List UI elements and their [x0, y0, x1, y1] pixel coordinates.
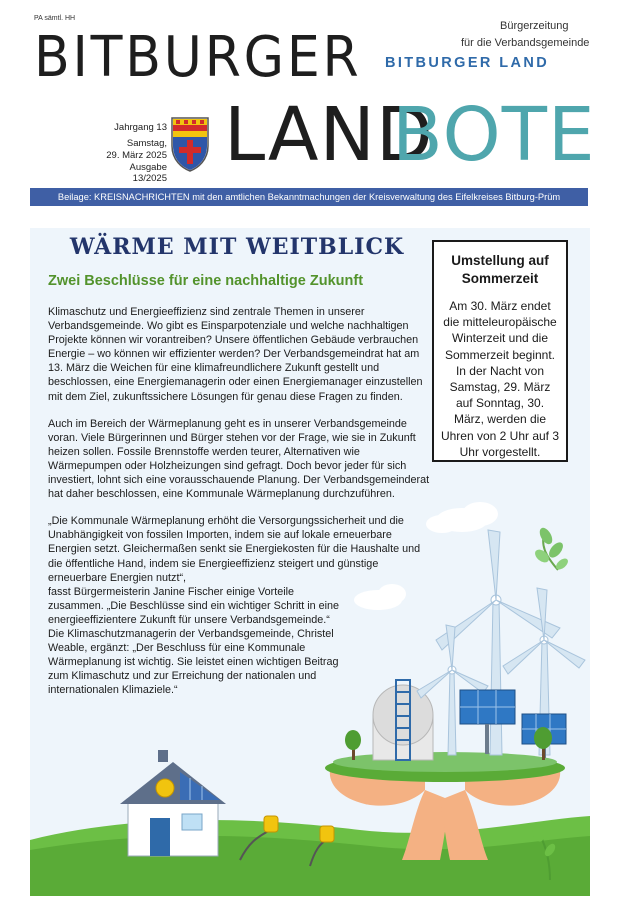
- article-headline: WÄRME MIT WEITBLICK: [69, 234, 405, 260]
- supplement-bar: Beilage: KREISNACHRICHTEN mit den amtlichen Bekanntmachungen der Kreisverwaltung des Eifelkreises Bitburg-Prüm: [30, 188, 588, 206]
- volume-label: Jahrgang 13: [114, 122, 167, 133]
- leaves-icon: [533, 526, 570, 572]
- info-box-body: Am 30. März endet die mitteleuropäische Winterzeit und die Sommerzeit beginnt. In der Nacht von Samstag, 29. März auf Sonntag, 30. März, werden die Uhren von 2 Uhr auf 3 Uhr vorgestellt.: [440, 299, 560, 459]
- postal-note: PA sämtl. HH: [34, 15, 76, 22]
- article-quote-attribution: fasst Bürgermeisterin Janine Fischer einige Vorteile zusammen. „Die Beschlüsse sind ein wichtiger Schritt in eine energieeffizientere Zukunft für unsere Verbandsgemeinde.“: [48, 585, 340, 626]
- masthead-title-bitburger: BITBURGER: [34, 25, 362, 90]
- info-box-title: Umstellung auf Sommerzeit: [451, 253, 549, 286]
- house-icon: [120, 750, 226, 856]
- masthead-title-land: LAND: [224, 92, 434, 178]
- weekday-label: Samstag,: [126, 138, 167, 149]
- tagline-line-2: für die Verbandsgemeinde: [461, 37, 590, 49]
- article-body: [48, 305, 430, 697]
- article-quote: „Die Kommunale Wärmeplanung erhöht die Versorgungssicherheit und die Unabhängigkeit von fossilen Importen, indem sie auf lokale erneuerbare Energien setzt. Gleichermaßen senkt sie Energiekosten für die Haushalte und die öffentliche Hand, indem sie Energieeffizienz steigert und günstige erneuerbare Energien nutzt“,: [48, 515, 421, 584]
- issue-label: Ausgabe 13/2025: [129, 162, 167, 184]
- article-subheadline: Zwei Beschlüsse für eine nachhaltige Zukunft: [48, 273, 364, 289]
- article-paragraph: Klimaschutz und Energieeffizienz sind zentrale Themen in unserer Verbandsgemeinde. Wo gibt es Einsparpotenziale und welche nachhaltigen Projekte können wir vorantreiben? Unsere öffentlichen Gebäude verbrauchen Energie – wo können wir effizienter werden? Der Verbandsgemeindrat hat am 13. März die Weichen für eine klimafreundlichere Zukunft gestellt und beschlossen, eine Energiemanagerin oder einen Energiemanager einzustellen mit dem Ziel, zukunftssichere Lösungen für genau diese Fragen zu finden.: [48, 306, 423, 403]
- coat-of-arms-icon: [170, 116, 210, 172]
- article-quote-second: Die Klimaschutzmanagerin der Verbandsgemeinde, Christel Weable, ergänzt: „Der Beschluss für eine Kommunale Wärmeplanung ist wichtig. Sie leistet einen wichtigen Beitrag zum Klimaschutz und zur Erreichung der nationalen und internationalen Klimaziele.“: [48, 627, 339, 697]
- region-name: BITBURGER LAND: [385, 55, 550, 71]
- cloud-icon: [426, 502, 498, 533]
- info-box-daylight-saving: [432, 240, 568, 462]
- masthead-title-bote: BOTE: [392, 92, 596, 178]
- article-paragraph: Auch im Bereich der Wärmeplanung geht es in unserer Verbandsgemeinde voran. Viele Bürgerinnen und Bürger stehen vor der Frage, wie sie in Zukunft heizen sollen. Fossile Brennstoffe werden teurer, Alternativen wie Wärmepumpen oder Holzheizungen sind gefragt. Doch bevor jeder für sich investiert, lohnt sich eine vorausschauende Planung. Der Verbandsgemeinderat hat daher beschlossen, eine Kommunale Wärmeplanung durchzuführen.: [48, 417, 430, 501]
- date-label: 29. März 2025: [106, 150, 167, 161]
- tagline-line-1: Bürgerzeitung: [500, 20, 569, 32]
